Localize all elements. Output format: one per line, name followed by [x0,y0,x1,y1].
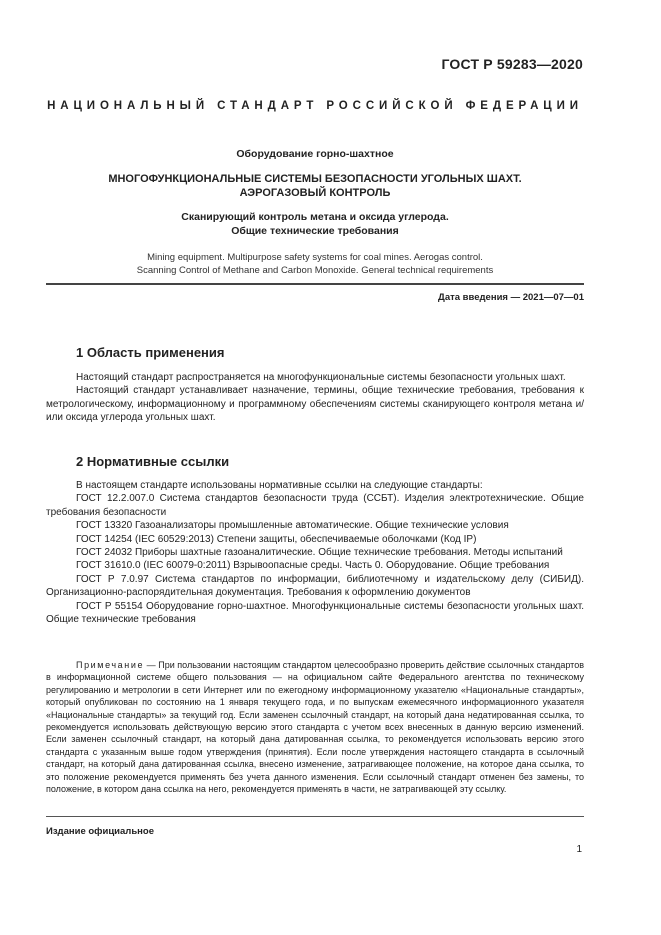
normative-reference: ГОСТ Р 7.0.97 Система стандартов по информации, библиотечному и издательскому делу (СИБИД). Организационно-распорядительная документация. Требования к оформлению документов [46,573,584,599]
title-sub-line2: Общие технические требования [231,225,399,237]
normative-reference: ГОСТ 14254 (IEC 60529:2013) Степени защиты, обеспечиваемые оболочками (Код IP) [76,533,477,545]
title-main [46,172,584,200]
normative-reference: ГОСТ 24032 Приборы шахтные газоаналитические. Общие технические требования. Методы испытаний [76,547,563,559]
normative-reference: ГОСТ Р 55154 Оборудование горно-шахтное. Многофункциональные системы безопасности угольных шахт. Общие технические требования [46,600,584,626]
section-1-body [46,371,584,425]
edition-label: Издание официальное [46,826,154,837]
footer-divider [46,816,584,817]
title-sub-line1: Сканирующий контроль метана и оксида углерода. [181,211,449,223]
english-title [46,251,584,277]
note-text: — При пользовании настоящим стандартом целесообразно проверить действие ссылочных стандартов в информационной системе общего пользования — на официальном сайте Федерального агентства по техническому регулированию и метрологии в сети Интернет или по ежегодному информационному указателю «Национальные стандарты», который опубликован по состоянию на 1 января текущего года, и по выпускам ежемесячного информационного указателя «Национальные стандарты» за текущий год. Если заменен ссылочный стандарт, на который дана недатированная ссылка, то рекомендуется использовать действующую версию этого стандарта с учетом всех внесенных в данную версию изменений. Если заменен ссылочный стандарт, на который дана датированная ссылка, то рекомендуется использовать версию этого стандарта с указанным выше годом утверждения (принятия). Если после утверждения настоящего стандарта в ссылочный стандарт, на который дана датированная ссылка, внесено изменение, затрагивающее положение, на которое дана ссылка, то это положение рекомендуется применять без учета данного изменения. Если ссылочный стандарт отменен без замены, то положение, в котором дана ссылка на него, рекомендуется применять в части, не затрагивающей эту ссылку. [46,660,584,795]
note-block [46,659,584,795]
normative-reference: ГОСТ 31610.0 (IEC 60079-0:2011) Взрывоопасные среды. Часть 0. Оборудование. Общие требования [76,560,550,572]
page-number: 1 [576,844,582,855]
title-category: Оборудование горно-шахтное [236,148,394,160]
section-2-heading: 2 Нормативные ссылки [76,454,230,469]
note-label: Примечание [76,660,145,670]
introduction-date: Дата введения — 2021—07—01 [438,292,584,303]
title-main-line2: АЭРОГАЗОВЫЙ КОНТРОЛЬ [239,187,391,199]
english-title-line1: Mining equipment. Multipurpose safety systems for coal mines. Aerogas control. [147,252,483,263]
normative-reference: ГОСТ 12.2.007.0 Система стандартов безопасности труда (ССБТ). Изделия электротехнические. Общие требования безопасности [46,493,584,518]
title-main-line1: МНОГОФУНКЦИОНАЛЬНЫЕ СИСТЕМЫ БЕЗОПАСНОСТИ УГОЛЬНЫХ ШАХТ. [108,173,522,185]
title-sub [46,210,584,238]
section-1-paragraph: Настоящий стандарт распространяется на многофункциональные системы безопасности угольных шахт. [76,372,566,383]
section-1-heading: 1 Область применения [76,345,225,360]
section-2-body [46,479,584,626]
section-1-paragraph: Настоящий стандарт устанавливает назначение, термины, общие технические требования, требования к метрологическому, информационному и программному обеспечениям системы сканирующего контроля метана и/или оксида углерода угольных шахт. [46,385,584,424]
english-title-line2: Scanning Control of Methane and Carbon Monoxide. General technical requirements [136,265,494,276]
gost-number: ГОСТ Р 59283—2020 [441,56,583,72]
national-standard-heading: НАЦИОНАЛЬНЫЙ СТАНДАРТ РОССИЙСКОЙ ФЕДЕРАЦИИ [47,100,583,112]
normative-reference: ГОСТ 13320 Газоанализаторы промышленные автоматические. Общие технические условия [76,520,509,532]
title-divider [46,283,584,285]
normative-reference: В настоящем стандарте использованы нормативные ссылки на следующие стандарты: [76,480,483,491]
